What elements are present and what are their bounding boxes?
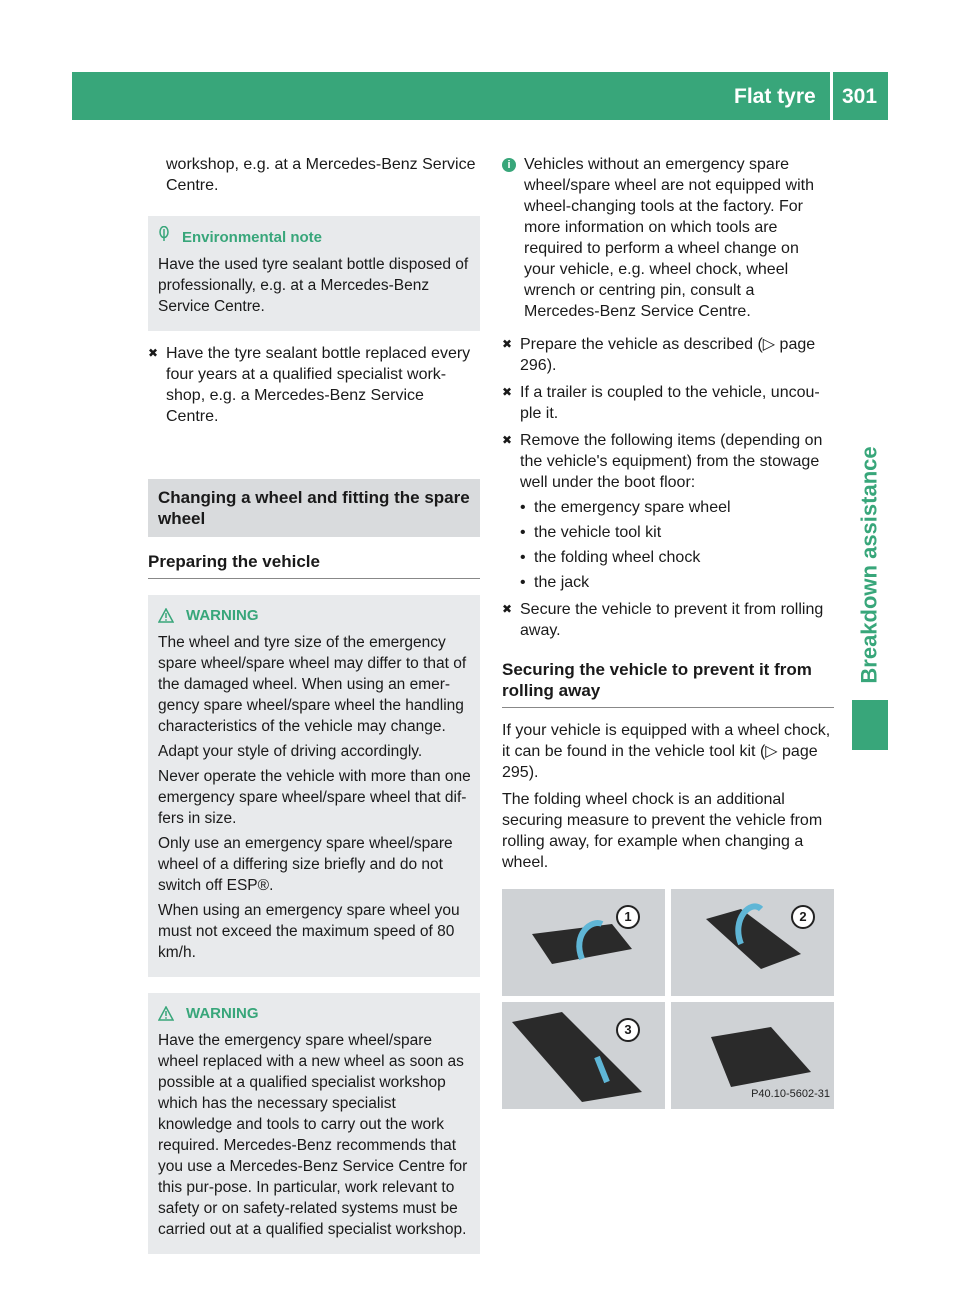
warning-title: WARNING	[186, 1005, 259, 1022]
bullet-list	[502, 497, 834, 593]
step-item	[502, 599, 834, 641]
page-number: 301	[842, 85, 878, 108]
warning-box	[148, 993, 480, 1254]
figure-panel	[671, 1002, 834, 1109]
leaf-icon	[158, 226, 170, 248]
warning-title: WARNING	[186, 607, 259, 624]
step-text: Remove the following items (depending on the vehicle's equipment) from the stowage well under the boot floor:	[520, 432, 823, 491]
warning-icon	[158, 1006, 174, 1021]
body-text: If your vehicle is equipped with a wheel chock, it can be found in the vehicle tool kit (▷ page 295).	[502, 722, 831, 781]
callout-number: 3	[616, 1018, 640, 1042]
page-title: Flat tyre	[734, 85, 816, 108]
warning-icon	[158, 608, 174, 623]
warning-header	[158, 605, 472, 626]
left-column	[148, 154, 480, 1254]
list-item: • the vehicle tool kit	[520, 524, 662, 541]
note-title: Environmental note	[182, 228, 323, 246]
warning-text: When using an emergency spare wheel you must not exceed the maximum speed of 80 km/h.	[158, 902, 460, 961]
section-title: Changing a wheel and fitting the spare wheel	[148, 479, 480, 537]
step-item	[502, 430, 834, 493]
step-text: If a trailer is coupled to the vehicle, uncou-ple it.	[520, 384, 820, 422]
environmental-note	[148, 216, 480, 331]
wheel-chock-figure	[502, 889, 834, 1109]
subsection-title: Preparing the vehicle	[148, 551, 480, 579]
info-note	[502, 154, 834, 322]
warning-text: Never operate the vehicle with more than one emergency spare wheel/spare wheel that dif-fers in size.	[158, 768, 471, 827]
warning-header	[158, 1003, 472, 1024]
side-tab-marker	[852, 700, 888, 750]
step-arrow-icon: ✖	[502, 433, 513, 447]
callout-number: 2	[791, 905, 815, 929]
info-icon: i	[502, 158, 516, 172]
callout-number: 1	[616, 905, 640, 929]
list-item: • the jack	[520, 574, 590, 591]
intro-text: workshop, e.g. at a Mercedes-Benz Service Centre.	[166, 156, 476, 194]
step-item	[148, 343, 480, 427]
warning-text: Adapt your style of driving accordingly.	[158, 743, 423, 760]
figure-code: P40.10-5602-31	[751, 1088, 830, 1100]
step-arrow-icon: ✖	[148, 346, 159, 360]
figure-panel	[502, 889, 665, 996]
subsection-title: Securing the vehicle to prevent it from rolling away	[502, 659, 834, 708]
warning-text: The wheel and tyre size of the emergency spare wheel/spare wheel may differ to that of the damaged wheel. When using an emer-gency spare wheel/spare wheel the handling characteristics of the vehicle may change.	[158, 634, 467, 735]
info-text: Vehicles without an emergency spare wheel/spare wheel are not equipped with wheel-changing tools at the factory. For more information on which tools are required to perform a wheel change on your vehicle, e.g. wheel chock, wheel wrench or centring pin, consult a Mercedes-Benz Service Centre.	[524, 156, 814, 320]
note-header	[158, 226, 472, 248]
list-item: • the folding wheel chock	[520, 549, 701, 566]
step-item	[502, 334, 834, 376]
right-column	[502, 154, 834, 1109]
figure-panel	[502, 1002, 665, 1109]
body-text: The folding wheel chock is an additional securing measure to prevent the vehicle from rolling away, for example when changing a wheel.	[502, 791, 823, 871]
step-arrow-icon: ✖	[502, 337, 513, 351]
step-text: Prepare the vehicle as described (▷ page 296).	[520, 336, 816, 374]
step-text: Have the tyre sealant bottle replaced every four years at a qualified specialist work-shop, e.g. a Mercedes-Benz Service Centre.	[166, 345, 471, 425]
step-text: Secure the vehicle to prevent it from rolling away.	[520, 601, 824, 639]
header-divider	[830, 72, 833, 120]
list-item: • the emergency spare wheel	[520, 499, 731, 516]
side-tab-label: Breakdown assistance	[856, 446, 882, 684]
figure-panel	[671, 889, 834, 996]
step-arrow-icon: ✖	[502, 602, 513, 616]
warning-text: Only use an emergency spare wheel/spare wheel of a differing size briefly and do not switch off ESP®.	[158, 835, 453, 894]
step-arrow-icon: ✖	[502, 385, 513, 399]
warning-text: Have the emergency spare wheel/spare wheel replaced with a new wheel as soon as possible at a qualified specialist workshop which has the necessary specialist knowledge and tools to carry out the work required. Mercedes-Benz recommends that you use a Mercedes-Benz Service Centre for this pur-pose. In particular, work relevant to safety or on safety-related systems must be carried out at a qualified specialist workshop.	[158, 1032, 468, 1238]
chock-illustration	[502, 1002, 665, 1109]
step-item	[502, 382, 834, 424]
chock-illustration	[502, 889, 665, 996]
note-text: Have the used tyre sealant bottle disposed of professionally, e.g. at a Mercedes-Benz Service Centre.	[158, 256, 469, 315]
chock-illustration	[671, 889, 834, 996]
warning-box	[148, 595, 480, 977]
